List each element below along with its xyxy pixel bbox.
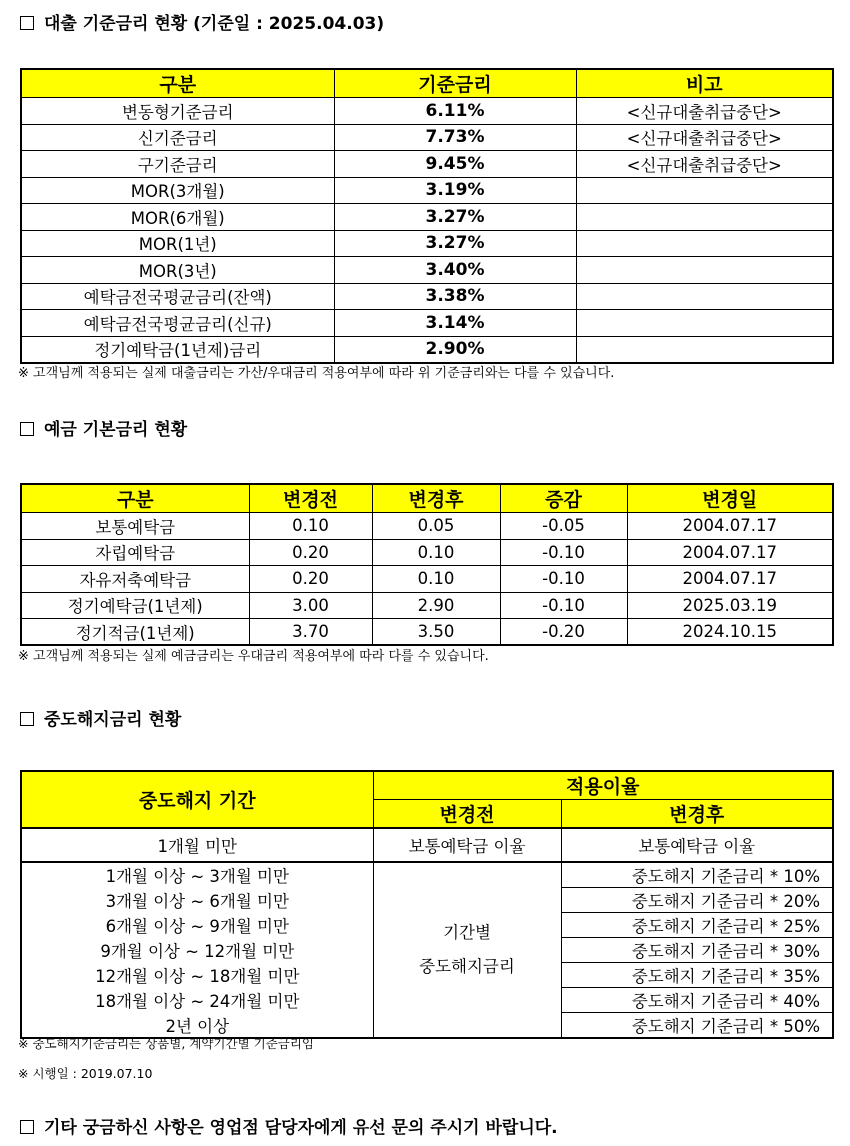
- early-header-row-1: [21, 771, 833, 800]
- category-cell: 신기준금리: [21, 124, 334, 151]
- after-cell: 0.05: [372, 513, 500, 540]
- date-cell: 2024.10.15: [627, 619, 833, 646]
- after-rate-cell: 중도해지 기준금리 * 25%: [561, 913, 833, 938]
- after-rate-cell: 중도해지 기준금리 * 30%: [561, 938, 833, 963]
- after-rate-cell: 중도해지 기준금리 * 50%: [561, 1013, 833, 1039]
- remark-cell: [576, 336, 833, 363]
- header-before: 변경전: [249, 484, 372, 513]
- date-cell: 2004.07.17: [627, 566, 833, 593]
- after-rate-cell: 중도해지 기준금리 * 10%: [561, 862, 833, 888]
- period-cell: 1개월 이상 ~ 3개월 미만: [21, 862, 373, 888]
- base-rate-cell: 2.90%: [334, 336, 576, 363]
- base-rate-cell: 3.27%: [334, 204, 576, 231]
- after-cell: 0.10: [372, 566, 500, 593]
- header-change-date: 변경일: [627, 484, 833, 513]
- after-rate-cell: 보통예탁금 이율: [561, 828, 833, 862]
- loan-note: ※ 고객님께 적용되는 실제 대출금리는 가산/우대금리 적용여부에 따라 위 기준금리와는 다를 수 있습니다.: [18, 366, 615, 381]
- header-category: 구분: [21, 484, 249, 513]
- period-cell: 1개월 미만: [21, 828, 373, 862]
- table-row: [21, 592, 833, 619]
- change-cell: -0.05: [500, 513, 627, 540]
- footer-title: 기타 궁금하신 사항은 영업점 담당자에게 유선 문의 주시기 바랍니다.: [20, 1113, 558, 1138]
- header-remark: 비고: [576, 69, 833, 98]
- after-cell: 0.10: [372, 539, 500, 566]
- base-rate-cell: 3.14%: [334, 310, 576, 337]
- after-cell: 2.90: [372, 592, 500, 619]
- deposit-section-title: 예금 기본금리 현황: [20, 415, 187, 440]
- table-row: [21, 283, 833, 310]
- category-cell: 예탁금전국평균금리(신규): [21, 310, 334, 337]
- loan-section-title: 대출 기준금리 현황 (기준일 : 2025.04.03): [20, 9, 384, 34]
- table-row: [21, 566, 833, 593]
- table-row: [21, 177, 833, 204]
- remark-cell: [576, 204, 833, 231]
- deposit-rate-table: [20, 483, 834, 646]
- base-rate-cell: 3.27%: [334, 230, 576, 257]
- table-row: [21, 310, 833, 337]
- base-rate-cell: 6.11%: [334, 98, 576, 125]
- table-row: [21, 862, 833, 888]
- before-cell: 3.00: [249, 592, 372, 619]
- remark-cell: [576, 257, 833, 284]
- merged-line-2: 중도해지금리: [419, 957, 515, 976]
- change-cell: -0.10: [500, 539, 627, 566]
- after-rate-cell: 중도해지 기준금리 * 40%: [561, 988, 833, 1013]
- category-cell: 보통예탁금: [21, 513, 249, 540]
- base-rate-cell: 3.40%: [334, 257, 576, 284]
- checkbox-square-icon: [20, 712, 34, 726]
- checkbox-square-icon: [20, 422, 34, 436]
- header-change: 증감: [500, 484, 627, 513]
- table-row: [21, 151, 833, 178]
- table-row: [21, 230, 833, 257]
- change-cell: -0.10: [500, 566, 627, 593]
- table-row: [21, 98, 833, 125]
- category-cell: 정기예탁금(1년제)금리: [21, 336, 334, 363]
- base-rate-cell: 7.73%: [334, 124, 576, 151]
- category-cell: MOR(3년): [21, 257, 334, 284]
- table-row: [21, 513, 833, 540]
- category-cell: 정기예탁금(1년제): [21, 592, 249, 619]
- remark-cell: <신규대출취급중단>: [576, 98, 833, 125]
- header-after: 변경후: [372, 484, 500, 513]
- category-cell: MOR(3개월): [21, 177, 334, 204]
- category-cell: 자립예탁금: [21, 539, 249, 566]
- header-before: 변경전: [373, 800, 561, 829]
- table-row: [21, 539, 833, 566]
- table-row: [21, 257, 833, 284]
- before-cell: 0.20: [249, 539, 372, 566]
- remark-cell: [576, 230, 833, 257]
- header-after: 변경후: [561, 800, 833, 829]
- after-rate-cell: 중도해지 기준금리 * 20%: [561, 888, 833, 913]
- period-cell: 12개월 이상 ~ 18개월 미만: [21, 963, 373, 988]
- category-cell: 변동형기준금리: [21, 98, 334, 125]
- merged-line-1: 기간별: [443, 923, 491, 942]
- before-rate-cell: 보통예탁금 이율: [373, 828, 561, 862]
- table-row: [21, 336, 833, 363]
- category-cell: MOR(6개월): [21, 204, 334, 231]
- period-cell: 18개월 이상 ~ 24개월 미만: [21, 988, 373, 1013]
- before-cell: 0.10: [249, 513, 372, 540]
- early-termination-table: [20, 770, 834, 1039]
- period-cell: 3개월 이상 ~ 6개월 미만: [21, 888, 373, 913]
- category-cell: 정기적금(1년제): [21, 619, 249, 646]
- checkbox-square-icon: [20, 16, 34, 30]
- before-cell: 3.70: [249, 619, 372, 646]
- loan-rate-table: [20, 68, 834, 364]
- early-note-2: ※ 시행일 : 2019.07.10: [18, 1066, 153, 1081]
- base-rate-cell: 3.19%: [334, 177, 576, 204]
- remark-cell: [576, 177, 833, 204]
- header-applied-rate: 적용이율: [373, 771, 833, 800]
- category-cell: 자유저축예탁금: [21, 566, 249, 593]
- table-row: [21, 828, 833, 862]
- early-section-title: 중도해지금리 현황: [20, 705, 181, 730]
- checkbox-square-icon: [20, 1120, 34, 1134]
- date-cell: 2025.03.19: [627, 592, 833, 619]
- table-row: [21, 619, 833, 646]
- after-cell: 3.50: [372, 619, 500, 646]
- early-note-1: ※ 중도해지기준금리는 상품별, 계약기간별 기준금리임: [18, 1036, 314, 1051]
- header-base-rate: 기준금리: [334, 69, 576, 98]
- deposit-note: ※ 고객님께 적용되는 실제 예금금리는 우대금리 적용여부에 따라 다를 수 있습니다.: [18, 649, 489, 664]
- remark-cell: [576, 310, 833, 337]
- change-cell: -0.10: [500, 592, 627, 619]
- before-cell: 0.20: [249, 566, 372, 593]
- period-cell: 6개월 이상 ~ 9개월 미만: [21, 913, 373, 938]
- date-cell: 2004.07.17: [627, 539, 833, 566]
- header-category: 구분: [21, 69, 334, 98]
- remark-cell: [576, 283, 833, 310]
- base-rate-cell: 9.45%: [334, 151, 576, 178]
- period-cell: 9개월 이상 ~ 12개월 미만: [21, 938, 373, 963]
- remark-cell: <신규대출취급중단>: [576, 124, 833, 151]
- category-cell: MOR(1년): [21, 230, 334, 257]
- after-rate-cell: 중도해지 기준금리 * 35%: [561, 963, 833, 988]
- deposit-table-header: [21, 484, 833, 513]
- loan-table-header: [21, 69, 833, 98]
- merged-before-rate-cell: [373, 862, 561, 1038]
- base-rate-cell: 3.38%: [334, 283, 576, 310]
- remark-cell: <신규대출취급중단>: [576, 151, 833, 178]
- date-cell: 2004.07.17: [627, 513, 833, 540]
- table-row: [21, 204, 833, 231]
- table-row: [21, 124, 833, 151]
- change-cell: -0.20: [500, 619, 627, 646]
- category-cell: 예탁금전국평균금리(잔액): [21, 283, 334, 310]
- period-cell: 2년 이상: [21, 1013, 373, 1039]
- category-cell: 구기준금리: [21, 151, 334, 178]
- header-period: 중도해지 기간: [21, 771, 373, 828]
